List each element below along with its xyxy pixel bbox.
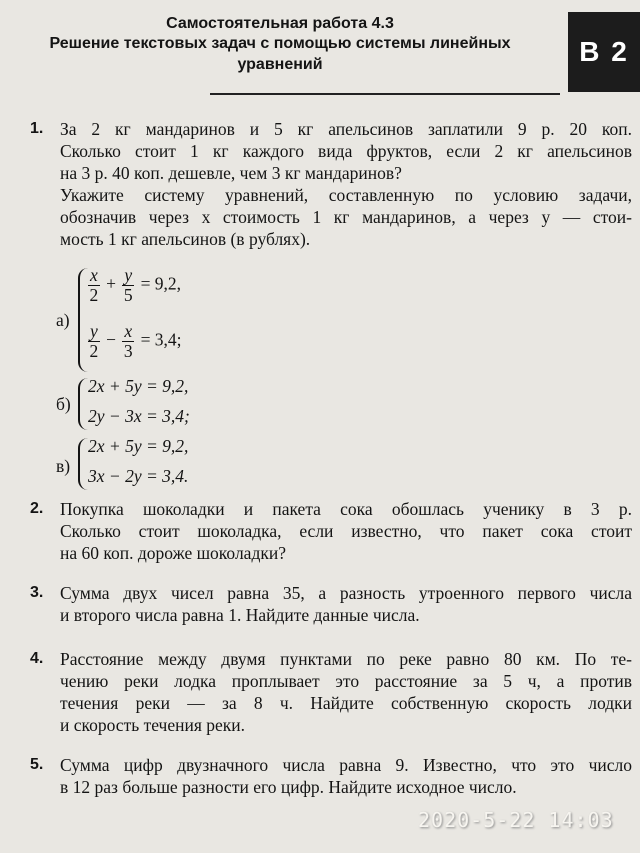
task-5 [30,754,632,798]
task-line: на 3 р. 40 коп. дешевле, чем 3 кг мандаринов? [60,163,402,183]
equation-a2 [86,322,182,361]
equation-c1: 2x + 5y = 9,2, [88,436,189,456]
fraction-denominator: 2 [89,341,99,361]
task-line: Сумма цифр двузначного числа равна 9. Известно, что это число [60,755,632,775]
fraction-denominator: 3 [123,341,133,361]
page-title: Самостоятельная работа 4.3 [166,15,394,32]
task-line: на 60 коп. дороже шоколадки? [60,543,286,563]
fraction-numerator: y [90,321,98,341]
task-line: в 12 раз больше разности его цифр. Найдите исходное число. [60,777,517,797]
task-3 [30,582,632,626]
task-number: 5. [30,756,44,773]
task-line: течения реки — за 8 ч. Найдите собственную скорость лодки [60,693,632,713]
system-brace [78,438,88,490]
subtitle-line-1: Решение текстовых задач с помощью системы линейных [49,35,511,52]
operator: + [106,273,117,294]
equation-rhs: = 3,4; [140,329,182,350]
task-line: Укажите систему уравнений, составленную по условию задачи, [60,185,632,205]
task-line: Покупка шоколадки и пакета сока обошлась ученику в 3 р. [60,499,632,519]
equation-b1: 2x + 5y = 9,2, [88,376,189,396]
equation-rhs: = 9,2, [140,273,182,294]
task-2 [30,498,632,564]
worksheet-header [0,14,560,75]
task-line: Расстояние между двумя пунктами по реке равно 80 км. По те- [60,649,632,669]
task-number: 2. [30,500,44,517]
equation-a1 [86,266,181,305]
task-1 [30,118,632,250]
fraction-numerator: x [124,321,133,341]
fraction-denominator: 5 [123,285,133,305]
fraction-numerator: x [90,265,98,285]
task-line: чению реки лодка проплывает это расстояние за 5 ч, а против [60,671,632,691]
task-line: мость 1 кг апельсинов (в рублях). [60,229,311,249]
header-divider [210,93,560,95]
operator: − [106,329,117,350]
photo-timestamp: 2020-5-22 14:03 [418,808,614,832]
task-number: 1. [30,120,44,137]
task-line: Сумма двух чисел равна 35, а разность утроенного первого числа [60,583,632,603]
task-number: 3. [30,584,44,601]
task-line: Сколько стоит 1 кг каждого вида фруктов, если 2 кг апельсинов [60,141,632,161]
option-label: а) [56,310,70,330]
fraction-numerator: y [124,265,133,285]
task-line: За 2 кг мандаринов и 5 кг апельсинов заплатили 9 р. 20 коп. [60,119,632,139]
equation-c2: 3x − 2y = 3,4. [88,466,189,486]
option-label: б) [56,394,71,414]
subtitle-line-2: уравнений [237,56,323,73]
variant-badge: В 2 [568,12,640,92]
task-number: 4. [30,650,44,667]
task-4 [30,648,632,736]
option-label: в) [56,456,71,476]
task-line: обозначив через x стоимость 1 кг мандаринов, а через y — стои- [60,207,632,227]
task-line: Сколько стоит шоколадка, если известно, что пакет сока стоит [60,521,632,541]
task-line: и скорость течения реки. [60,715,246,735]
system-brace [78,378,88,430]
equation-b2: 2y − 3x = 3,4; [88,406,190,426]
fraction-denominator: 2 [89,285,99,305]
task-line: и второго числа равна 1. Найдите данные числа. [60,605,420,625]
